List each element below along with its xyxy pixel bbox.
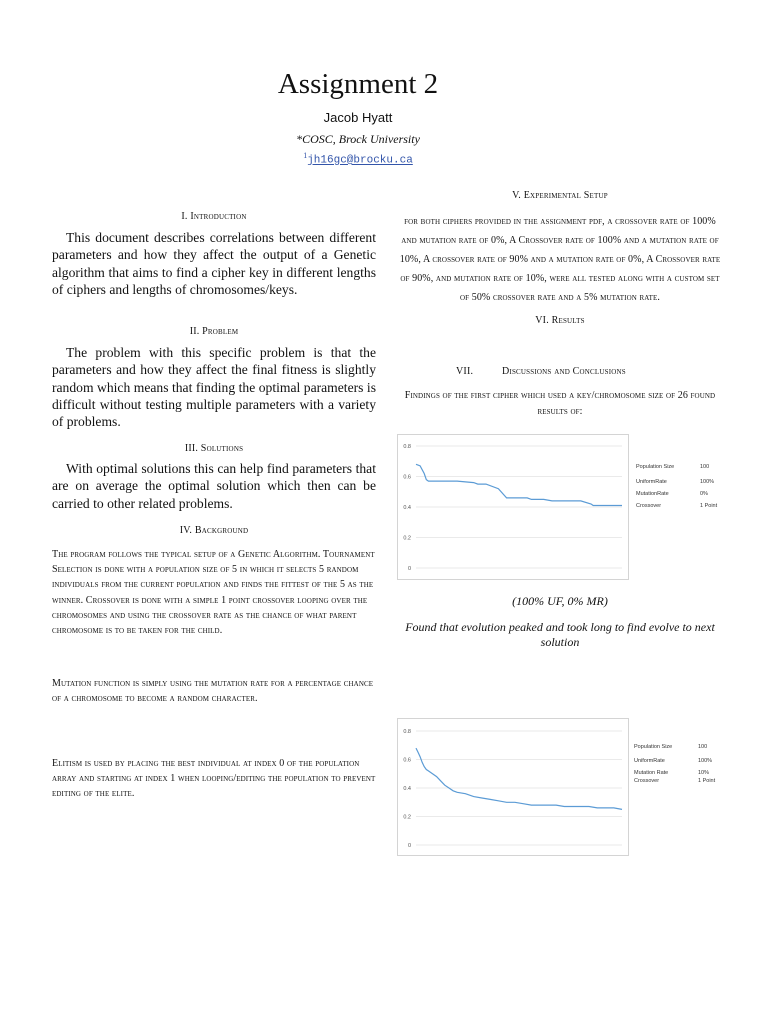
params-panel-2 (634, 740, 716, 790)
y-tick-label: 0.6 (403, 757, 411, 764)
fitness-chart-2 (397, 718, 629, 856)
email-mark: 1 (303, 151, 308, 160)
y-tick-label: 0.6 (403, 474, 411, 481)
series-line (416, 464, 622, 505)
param-value: 100% (698, 758, 713, 764)
background-p2: Mutation function is simply using the mutation rate for a percentage chance of a chromosome to become a random character. (52, 678, 374, 705)
param-label: MutationRate (636, 491, 669, 497)
param-label: Crossover (634, 778, 660, 784)
affiliation: *COSC, Brock University (296, 132, 420, 146)
background-p1: The program follows the typical setup of a Genetic Algorithm. Tournament Selection is done with a population size of 5 in which it selects 5 random individuals from the current population and finds the fittest of the 5 as the winner. Crossover is done with a simple 1 point crossover looping over the chromosomes and using the crossover rate as the chance of what parent chromosome is to be taken for the child. (52, 549, 375, 637)
y-tick-label: 0.2 (403, 535, 411, 542)
param-label: Population Size (634, 744, 673, 750)
intro-text: This document describes correlations between different parameters and how they affect the output of a Genetic algorithm that aims to find a cipher key in different lengths of ciphers and lengths of chromosomes/keys. (52, 230, 376, 297)
param-label: UniformRate (634, 758, 665, 764)
background-heading: IV. Background (179, 525, 249, 536)
paper-title: Assignment 2 (277, 68, 439, 100)
series-line (416, 748, 622, 809)
chart-1-caption: (100% UF, 0% MR) (512, 594, 608, 608)
solutions-text: With optimal solutions this can help find parameters that are on average the optimal solution which then can be carried to other related problems. (52, 461, 376, 511)
background-p3: Elitism is used by placing the best individual at index 0 of the population array and starting at index 1 when looping/editing the population to prevent editing of the elite. (52, 758, 376, 800)
param-value: 1 Point (698, 778, 716, 784)
fitness-chart-2-svg (398, 719, 628, 855)
chart-1-note: Found that evolution peaked and took long to find evolve to next solution (405, 620, 715, 649)
param-label: UniformRate (636, 479, 667, 485)
param-value: 100 (698, 744, 708, 750)
y-tick-label: 0.4 (403, 505, 411, 511)
problem-text: The problem with this specific problem is that the parameters and how they affect the final fitness is slightly random which means that finding the optimal parameters is difficult without testing multiple parameters with a variety of problems. (52, 345, 376, 430)
setup-heading: V. Experimental Setup (512, 190, 608, 201)
param-value: 100 (700, 464, 710, 470)
param-label: Population Size (636, 464, 675, 470)
intro-heading: I. Introduction (181, 211, 247, 222)
param-value: 1 Point (700, 503, 718, 509)
param-label: Crossover (636, 503, 662, 509)
y-tick-label: 0.8 (403, 444, 411, 450)
author-name: Jacob Hyatt (323, 110, 393, 125)
fitness-chart-1-svg (398, 435, 628, 579)
params-panel-1 (636, 458, 716, 518)
fitness-chart-1 (397, 434, 629, 580)
y-tick-label: 0.8 (403, 729, 411, 735)
solutions-heading: III. Solutions (184, 443, 244, 454)
y-tick-label: 0.4 (403, 786, 411, 792)
y-tick-label: 0 (407, 843, 411, 849)
results-heading: VI. Results (535, 315, 585, 326)
discussion-heading-number: VII. (456, 366, 474, 377)
y-tick-label: 0.2 (403, 814, 411, 821)
findings-text: Findings of the first cipher which used a key/chromosome size of 26 found results of: (404, 390, 716, 417)
setup-text: for both ciphers provided in the assignment pdf, a crossover rate of 100% and mutation rate of 0%, A Crossover rate of 100% and a mutation rate of 10%, A crossover rate of 90% and a mutation rate of 0%, A Crossover rate of 90%, and mutation rate of 10%, were all tested along with a custom set of 50% crossover rate and a 5% mutation rate. (399, 216, 721, 303)
param-value: 100% (700, 479, 715, 485)
param-value: 0% (700, 491, 708, 497)
y-tick-label: 0 (407, 566, 411, 572)
discussion-heading-text: Discussions and Conclusions (502, 366, 626, 377)
param-label: Mutation Rate (634, 770, 669, 776)
problem-heading: II. Problem (189, 326, 239, 337)
param-value: 10% (698, 770, 710, 776)
email-link[interactable]: jh16gc@brocku.ca (307, 154, 413, 167)
email-line (0, 151, 716, 167)
